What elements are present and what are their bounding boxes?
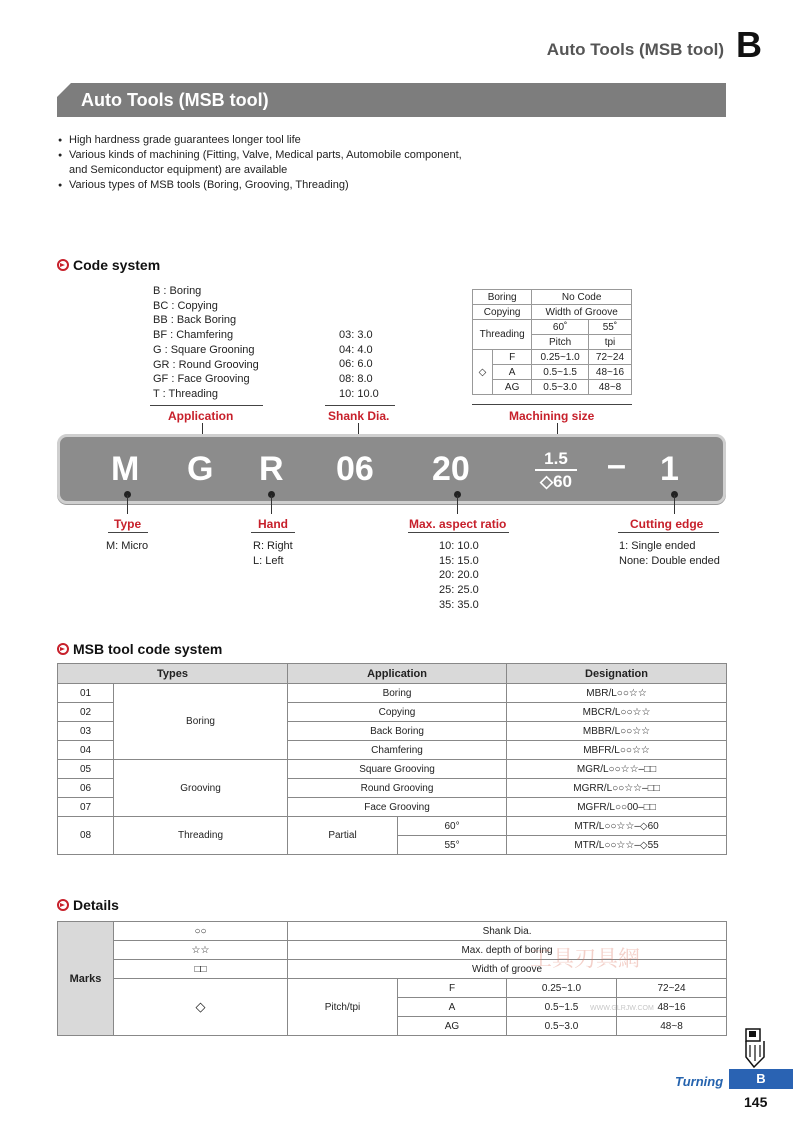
- table-row: ◇ Pitch/tpi F 0.25~1.0 72~24: [58, 979, 727, 998]
- watermark: 工具刃具網: [530, 946, 641, 971]
- section-title-details: Details: [57, 897, 119, 913]
- feature-item: ● Various kinds of machining (Fitting, Valve, Medical parts, Automobile component, and Semiconductor equipment) are available: [58, 148, 462, 178]
- code-aspect: 20: [432, 450, 470, 488]
- turning-tool-icon: [740, 1027, 770, 1069]
- code-cutting-edge: 1: [660, 450, 679, 488]
- code-dash: –: [607, 446, 626, 484]
- machining-size-table: Boring No Code Copying Width of Groove Threading 60˚ 55˚ Pitch tpi ◇ F 0.25~1.0 72~24 A 0.5~1.5 48~16 AG 0.5~3.0 48~8: [472, 289, 632, 395]
- details-table: [57, 921, 727, 1036]
- label-hand: Hand: [258, 517, 288, 531]
- cutting-list: 1: Single ended None: Double ended: [619, 540, 720, 567]
- table-row: Marks ○○ Shank Dia.: [58, 922, 727, 941]
- label-application: Application: [168, 409, 234, 423]
- hand-list: R: Right L: Left: [253, 540, 293, 567]
- label-cutting-edge: Cutting edge: [630, 517, 704, 531]
- watermark-url: WWW.GLRJW.COM: [590, 1005, 654, 1012]
- feature-item: ● High hardness grade guarantees longer tool life: [58, 133, 462, 148]
- code-application: G: [187, 450, 214, 488]
- header-title: Auto Tools (MSB tool): [546, 40, 724, 59]
- table-row: 06 Round Grooving MGRR/L○○☆☆–□□: [58, 779, 727, 798]
- table-row: 05 Grooving Square Grooving MGR/L○○☆☆–□□: [58, 760, 727, 779]
- footer-section-name: Turning: [675, 1074, 724, 1089]
- application-list: B : Boring BC : Copying BB : Back Boring BF : Chamfering G : Square Grooning GR : Round Grooving GF : Face Grooving T : Threading: [153, 285, 259, 400]
- section-title-code-system: Code system: [57, 257, 160, 273]
- label-max-aspect-ratio: Max. aspect ratio: [409, 517, 507, 531]
- table-row: □□ Width of groove: [58, 960, 727, 979]
- table-row: 03 Back Boring MBBR/L○○☆☆: [58, 722, 727, 741]
- page-number: 145: [744, 1094, 768, 1110]
- diamond-icon: ◇: [473, 350, 493, 395]
- feature-item: ● Various types of MSB tools (Boring, Grooving, Threading): [58, 178, 462, 193]
- diamond-icon: ◇: [114, 979, 288, 1036]
- aspect-list: 10: 10.0 15: 15.0 20: 20.0 25: 25.0 35: 35.0: [439, 540, 479, 611]
- label-type: Type: [114, 517, 142, 531]
- code-shank: 06: [336, 450, 374, 488]
- section-title-msb: MSB tool code system: [57, 641, 222, 657]
- footer-section-tab: B: [729, 1069, 793, 1089]
- label-shank-dia: Shank Dia.: [328, 409, 390, 423]
- header-section-letter: B: [736, 24, 762, 65]
- code-type: M: [111, 450, 140, 488]
- code-hand: R: [259, 450, 284, 488]
- msb-code-table: Types Application Designation 01 Boring Boring MBR/L○○☆☆ 02 Copying MBCR/L○○☆☆ 03 Back Boring MBBR/L○○☆☆ 04 Chamfering MBFR/L○○☆☆ 05 Grooving Square Grooving MGR/L○○☆☆–□□ 06 Round Grooving MGRR/L○○☆☆–□□ 07 Face Grooving MGFR/L○○00–□□ 08 Threading Partial 60° MTR/L○○☆☆–◇60 55° MTR/L○○☆☆–◇55: [57, 663, 727, 855]
- table-row: A 0.5~1.5 48~16: [58, 998, 727, 1017]
- table-row: 02 Copying MBCR/L○○☆☆: [58, 703, 727, 722]
- table-row: 04 Chamfering MBFR/L○○☆☆: [58, 741, 727, 760]
- arrow-circle-icon: [57, 643, 69, 655]
- table-row: 07 Face Grooving MGFR/L○○00–□□: [58, 798, 727, 817]
- arrow-circle-icon: [57, 899, 69, 911]
- banner-title: Auto Tools (MSB tool): [81, 90, 269, 110]
- table-row: 01 Boring Boring MBR/L○○☆☆: [58, 684, 727, 703]
- type-list: M: Micro: [106, 540, 149, 552]
- table-row: 55° MTR/L○○☆☆–◇55: [58, 836, 727, 855]
- label-machining-size: Machining size: [509, 409, 595, 423]
- feature-list: [58, 133, 462, 193]
- arrow-circle-icon: [57, 259, 69, 271]
- title-banner: [57, 83, 726, 117]
- table-row: ☆☆ Max. depth of boring: [58, 941, 727, 960]
- table-row: AG 0.5~3.0 48~8: [58, 1017, 727, 1036]
- code-machining-size: 1.5 ◇60: [533, 449, 579, 491]
- marks-label: Marks: [58, 922, 114, 1036]
- table-row: 08 Threading Partial 60° MTR/L○○☆☆–◇60: [58, 817, 727, 836]
- shank-list: 03: 3.0 04: 4.0 06: 6.0 08: 8.0 10: 10.0: [339, 329, 379, 400]
